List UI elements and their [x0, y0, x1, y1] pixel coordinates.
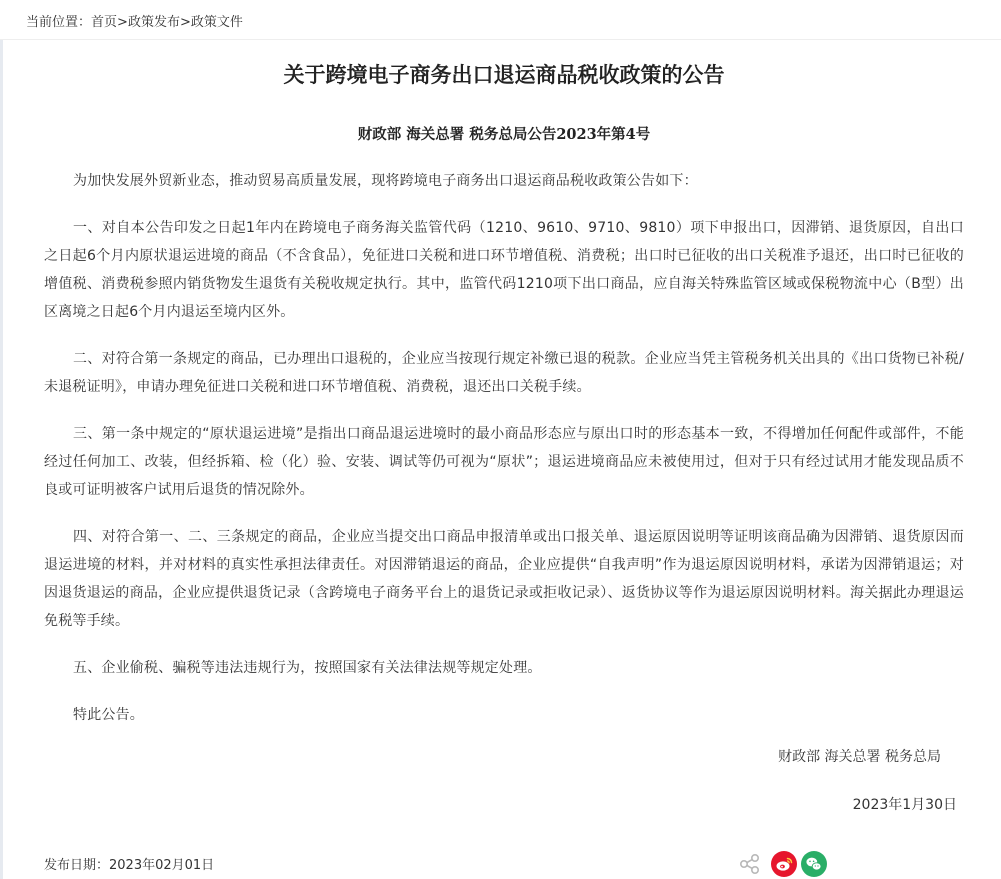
weibo-icon[interactable] [771, 851, 797, 877]
article-body [44, 167, 964, 729]
publish-date-value: 2023年02月01日 [109, 858, 215, 873]
paragraph-item-5: 五、企业偷税、骗税等违法违规行为，按照国家有关法律法规等规定处理。 [73, 660, 542, 676]
publish-date-label: 发布日期： [44, 858, 110, 873]
paragraph-item-4: 四、对符合第一、二、三条规定的商品，企业应当提交出口商品申报清单或出口报关单、退运原因说明等证明该商品确为因滞销、退货原因而退运进境的材料，并对材料的真实性承担法律责任。对因滞销退运的商品，企业应提供“自我声明”作为退运原因说明材料，承诺为因滞销退运；对因退货退运的商品，企业应提供退货记录（含跨境电子商务平台上的退货记录或拒收记录）、返货协议等作为退运原因说明材料。海关据此办理退运免税等手续。 [44, 529, 964, 629]
signature: 财政部 海关总署 税务总局 [778, 749, 941, 765]
breadcrumb-policy-release-link[interactable]: 政策发布 [127, 15, 180, 30]
publish-date [44, 854, 214, 873]
document-date: 2023年1月30日 [852, 797, 957, 813]
footer [0, 840, 1001, 879]
breadcrumb [26, 11, 243, 30]
paragraph-closing: 特此公告。 [73, 707, 144, 723]
wechat-icon[interactable] [801, 851, 827, 877]
breadcrumb-divider [0, 39, 1001, 40]
article [44, 60, 964, 729]
paragraph-item-2: 二、对符合第一条规定的商品，已办理出口退税的，企业应当按现行规定补缴已退的税款。企业应当凭主管税务机关出具的《出口货物已补税/未退税证明》，申请办理免征进口关税和进口环节增值税、消费税，退还出口关税手续。 [44, 351, 964, 395]
paragraph-intro: 为加快发展外贸新业态，推动贸易高质量发展，现将跨境电子商务出口退运商品税收政策公告如下： [73, 173, 698, 189]
breadcrumb-home-link[interactable]: 首页 [91, 15, 118, 30]
share-icon[interactable] [737, 851, 763, 877]
page-left-border [0, 40, 3, 879]
breadcrumb-separator: > [117, 15, 128, 30]
breadcrumb-separator: > [179, 15, 191, 30]
breadcrumb-policy-documents-link[interactable]: 政策文件 [190, 15, 243, 30]
paragraph-item-1: 一、对自本公告印发之日起1年内在跨境电子商务海关监管代码（1210、9610、9710、9810）项下申报出口，因滞销、退货原因，自出口之日起6个月内原状退运进境的商品（不含食品），免征进口关税和进口环节增值税、消费税；出口时已征收的出口关税准予退还，出口时已征收的增值税、消费税参照内销货物发生退货有关税收规定执行。其中，监管代码1210项下出口商品，应自海关特殊监管区域或保税物流中心（B型）出区离境之日起6个月内退运至境内区外。 [44, 220, 964, 320]
document-number: 财政部 海关总署 税务总局公告2023年第4号 [357, 126, 651, 143]
page-title: 关于跨境电子商务出口退运商品税收政策的公告 [283, 62, 725, 87]
breadcrumb-prefix: 当前位置： [26, 15, 92, 30]
paragraph-item-3: 三、第一条中规定的“原状退运进境”是指出口商品退运进境时的最小商品形态应与原出口时的形态基本一致，不得增加任何配件或部件，不能经过任何加工、改装，但经拆箱、检（化）验、安装、调试等仍可视为“原状”；退运进境商品应未被使用过，但对于只有经过试用才能发现品质不良或可证明被客户试用后退货的情况除外。 [44, 426, 964, 498]
